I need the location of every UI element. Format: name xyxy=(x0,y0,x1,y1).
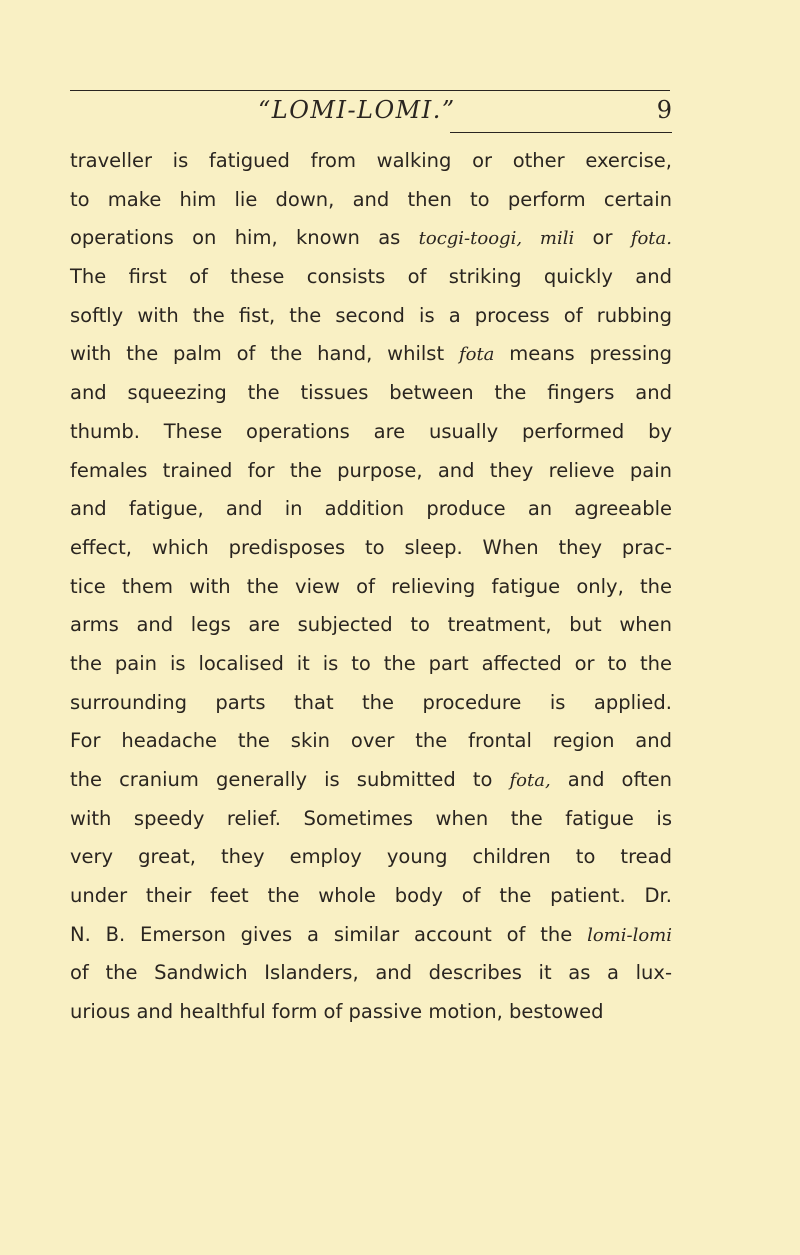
text-line xyxy=(70,761,672,800)
text-segment: very great, they employ young children to tread xyxy=(70,845,672,869)
text-segment: and fatigue, and in addition produce an agreeable xyxy=(70,497,672,521)
text-segment: with the palm of the hand, whilst xyxy=(70,342,459,366)
text-segment: arms and legs are subjected to treatment, but when xyxy=(70,613,672,637)
text-line xyxy=(70,529,672,568)
text-line xyxy=(70,954,672,993)
text-line xyxy=(70,490,672,529)
italic-term: tocgi-toogi, mili xyxy=(418,228,575,250)
text-segment: traveller is fatigued from walking or other exercise, xyxy=(70,149,672,172)
body-text xyxy=(70,142,672,1032)
text-segment: thumb. These operations are usually performed by xyxy=(70,419,672,443)
text-line xyxy=(70,568,672,607)
text-segment: and squeezing the tissues between the fingers and xyxy=(70,381,672,405)
text-segment: urious and healthful form of passive motion, bestowed xyxy=(70,1000,604,1024)
text-segment: For headache the skin over the frontal region and xyxy=(70,729,672,753)
text-segment: effect, which predisposes to sleep. When they prac- xyxy=(70,535,672,559)
text-segment: under their feet the whole body of the patient. Dr. xyxy=(70,884,672,908)
text-segment: softly with the fist, the second is a process of rubbing xyxy=(70,303,672,327)
text-line xyxy=(70,993,672,1032)
text-segment: the pain is localised it is to the part affected or to the xyxy=(70,651,672,675)
text-segment: and often xyxy=(550,768,672,791)
italic-term: fota. xyxy=(630,228,672,250)
text-segment: the cranium generally is submitted to xyxy=(70,768,510,791)
text-segment: The first of these consists of striking quickly and xyxy=(70,265,672,289)
text-segment: means pressing xyxy=(494,342,672,366)
italic-term: fota xyxy=(458,344,495,366)
header-top-rule xyxy=(70,90,670,91)
text-line xyxy=(70,452,672,491)
text-line xyxy=(70,645,672,684)
text-line xyxy=(70,258,672,297)
italic-term: lomi-lomi xyxy=(587,924,672,946)
text-segment: operations on him, known as xyxy=(70,226,419,250)
text-line xyxy=(70,181,672,220)
italic-term: fota, xyxy=(509,770,551,791)
text-line xyxy=(70,335,672,374)
page-header xyxy=(70,94,672,134)
page-number: 9 xyxy=(656,96,672,124)
header-bottom-rule xyxy=(450,132,672,133)
text-segment: N. B. Emerson gives a similar account of the xyxy=(70,922,588,946)
running-head: “LOMI-LOMI.” xyxy=(258,96,456,124)
text-line xyxy=(70,219,672,258)
text-segment: tice them with the view of relieving fatigue only, the xyxy=(70,574,672,598)
text-line xyxy=(70,838,672,877)
text-line xyxy=(70,606,672,645)
text-segment: of the Sandwich Islanders, and describes it as a lux- xyxy=(70,961,672,985)
text-line xyxy=(70,297,672,336)
text-line xyxy=(70,684,672,723)
text-segment: with speedy relief. Sometimes when the fatigue is xyxy=(70,806,672,830)
text-line xyxy=(70,142,672,181)
text-line xyxy=(70,722,672,761)
text-line xyxy=(70,374,672,413)
text-line xyxy=(70,877,672,916)
text-line xyxy=(70,800,672,839)
text-segment: females trained for the purpose, and they relieve pain xyxy=(70,458,672,482)
text-line xyxy=(70,413,672,452)
text-segment: surrounding parts that the procedure is applied. xyxy=(70,690,672,714)
text-segment: to make him lie down, and then to perform certain xyxy=(70,187,672,211)
text-line xyxy=(70,916,672,955)
text-segment: or xyxy=(574,226,631,250)
